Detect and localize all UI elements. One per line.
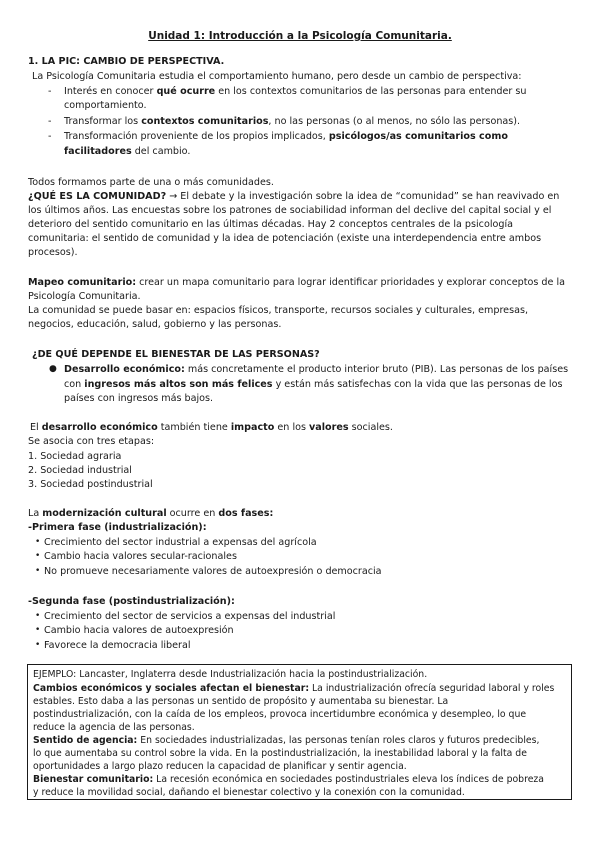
paragraph-line: negocios, educación, salud, gobierno y las personas.: [28, 319, 282, 330]
bullet-text: Transformar los contextos comunitarios, no las personas (o al menos, no sólo las personas).: [64, 116, 521, 127]
bullet-text-cont: con ingresos más altos son más felices y están más satisfechas con la vida que las personas de los: [64, 379, 563, 390]
paragraph-line: La comunidad se puede basar en: espacios físicos, transporte, recursos sociales y culturales, empresas,: [28, 305, 529, 316]
section-heading-pic: 1. LA PIC: CAMBIO DE PERSPECTIVA.: [28, 56, 225, 67]
box-line: Sentido de agencia: En sociedades industrializadas, las personas tenían roles claros y futuros predecibles,: [33, 735, 540, 746]
paragraph-line: comunitaria: el sentido de comunidad y la idea de potenciación (existe una interdependencia entre ambos: [28, 233, 542, 244]
box-line: oportunidades a largo plazo reducen la capacidad de planificar y sentir agencia.: [33, 761, 407, 772]
box-line: Bienestar comunitario: La recesión económica en sociedades postindustriales eleva los índices de pobreza: [33, 774, 544, 785]
list-item: Cambio hacia valores de autoexpresión: [44, 625, 234, 636]
list-item: Crecimiento del sector industrial a expensas del agrícola: [44, 537, 317, 548]
box-line: EJEMPLO: Lancaster, Inglaterra desde Industrialización hacia la postindustrialización.: [33, 669, 428, 680]
list-item: 2. Sociedad industrial: [28, 465, 132, 476]
bullet-dot: •: [35, 611, 41, 621]
section-heading-bienestar: ¿DE QUÉ DEPENDE EL BIENESTAR DE LAS PERSONAS?: [32, 349, 320, 360]
bullet-text-cont: comportamiento.: [64, 100, 147, 111]
page-title: Unidad 1: Introducción a la Psicología Comunitaria.: [148, 30, 452, 42]
dash-bullet: -: [48, 86, 52, 97]
paragraph-line: Psicología Comunitaria.: [28, 291, 141, 302]
dash-bullet: -: [48, 116, 52, 127]
paragraph-line: El desarrollo económico también tiene impacto en los valores sociales.: [30, 422, 393, 433]
paragraph-line: Se asocia con tres etapas:: [28, 436, 155, 447]
box-line: lo que aumentaba su control sobre la vida. En la postindustrialización, la inestabilidad laboral y la falta de: [33, 748, 527, 759]
paragraph-line: procesos).: [28, 247, 78, 258]
list-item: Cambio hacia valores secular-racionales: [44, 551, 237, 562]
bullet-text: Desarrollo económico: más concretamente el producto interior bruto (PIB). Las personas de los países: [64, 364, 569, 375]
bullet-text-cont: países con ingresos más bajos.: [64, 393, 214, 404]
paragraph-line: ¿QUÉ ES LA COMUNIDAD? → El debate y la investigación sobre la idea de “comunidad” se han reavivado en: [28, 191, 560, 202]
list-item: 3. Sociedad postindustrial: [28, 479, 153, 490]
paragraph-line: deterioro del sentido comunitario en las últimas décadas. Hay 2 conceptos centrales de la psicología: [28, 219, 513, 230]
paragraph-line: La Psicología Comunitaria estudia el comportamiento humano, pero desde un cambio de perspectiva:: [32, 71, 522, 82]
list-item: Favorece la democracia liberal: [44, 640, 191, 651]
bullet-text-cont: facilitadores del cambio.: [64, 146, 191, 157]
phase-heading: -Segunda fase (postindustrialización):: [28, 596, 235, 607]
bullet-dot: •: [35, 537, 41, 547]
paragraph-line: Todos formamos parte de una o más comunidades.: [28, 177, 274, 188]
box-line: y reduce la movilidad social, dañando el bienestar colectivo y la conexión con la comunidad.: [33, 787, 465, 798]
paragraph-line: Mapeo comunitario: crear un mapa comunitario para lograr identificar prioridades y explorar conceptos de la: [28, 277, 565, 288]
list-item: 1. Sociedad agraria: [28, 451, 122, 462]
box-line: estables. Esto daba a las personas un sentido de propósito y aumentaba su bienestar. La: [33, 696, 449, 707]
box-line: postindustrialización, con la caída de los empleos, provoca incertidumbre económica y desempleo, lo que: [33, 709, 527, 720]
bullet-dot: •: [35, 625, 41, 635]
bullet-text: Transformación proveniente de los propios implicados, psicólogos/as comunitarios como: [64, 131, 508, 142]
dash-bullet: -: [48, 131, 52, 142]
list-item: Crecimiento del sector de servicios a expensas del industrial: [44, 611, 336, 622]
paragraph-line: los últimos años. Las encuestas sobre los patrones de sociabilidad informan del declive del capital social y el: [28, 205, 552, 216]
bullet-dot: •: [35, 566, 41, 576]
paragraph-line: La modernización cultural ocurre en dos fases:: [28, 508, 274, 519]
bullet-dot: •: [35, 551, 41, 561]
box-line: Cambios económicos y sociales afectan el bienestar: La industrialización ofrecía seguridad laboral y roles: [33, 683, 555, 694]
box-line: reduce la agencia de las personas.: [33, 722, 195, 733]
phase-heading: -Primera fase (industrialización):: [28, 522, 207, 533]
bullet-text: Interés en conocer qué ocurre en los contextos comunitarios de las personas para entender su: [64, 86, 527, 97]
bullet-dot: •: [35, 640, 41, 650]
bullet-dot: ●: [49, 364, 57, 374]
list-item: No promueve necesariamente valores de autoexpresión o democracia: [44, 566, 382, 577]
